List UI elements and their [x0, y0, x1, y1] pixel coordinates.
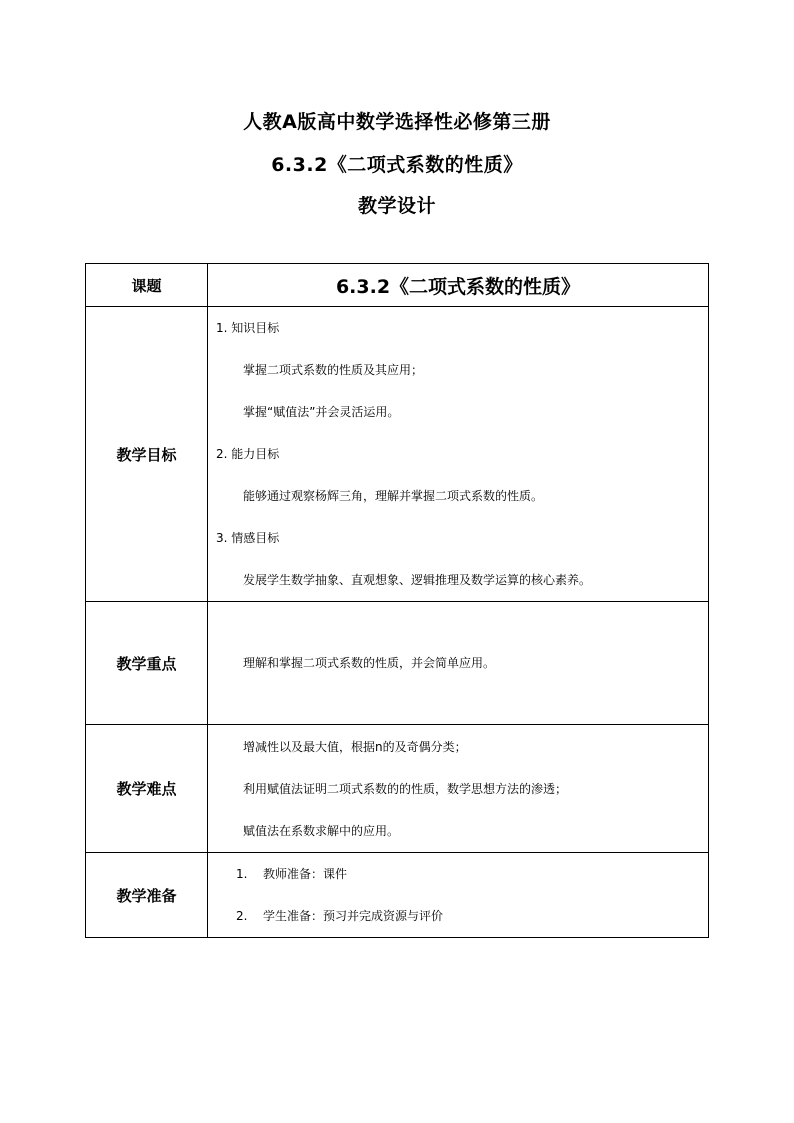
doc-title-line3: 教学设计	[357, 195, 436, 217]
objective-item: 掌握“赋值法”并会灵活运用。	[243, 405, 400, 419]
preparation-text: 学生准备：预习并完成资源与评价	[263, 909, 444, 923]
preparation-number: 1.	[236, 867, 248, 881]
objective-section-ability: 2. 能力目标	[216, 447, 280, 461]
difficulty-item: 利用赋值法证明二项式系数的的性质，数学思想方法的渗透；	[243, 781, 568, 796]
preparation-label: 教学准备	[86, 853, 208, 938]
difficulty-item: 赋值法在系数求解中的应用。	[243, 823, 400, 838]
objective-item: 能够通过观察杨辉三角，理解并掌握二项式系数的性质。	[243, 489, 544, 503]
preparation-item	[208, 853, 708, 895]
key-point-text: 理解和掌握二项式系数的性质，并会简单应用。	[243, 656, 496, 670]
difficulties-label: 教学难点	[86, 725, 208, 853]
objective-section-emotion: 3. 情感目标	[216, 531, 280, 545]
objective-section-knowledge: 1. 知识目标	[216, 321, 280, 335]
row-difficulties	[86, 725, 709, 853]
doc-title-line1: 人教A版高中数学选择性必修第三册	[243, 111, 551, 133]
preparation-number: 2.	[236, 909, 248, 923]
doc-title-line2: 6.3.2《二项式系数的性质》	[271, 154, 523, 176]
row-key-points	[86, 602, 709, 725]
preparation-item	[208, 895, 708, 937]
preparation-text: 教师准备：课件	[263, 867, 348, 881]
topic-label: 课题	[86, 264, 208, 307]
objectives-content	[208, 307, 709, 602]
difficulties-content	[208, 725, 709, 853]
row-objectives	[86, 307, 709, 602]
preparation-content	[208, 853, 709, 938]
objective-item: 掌握二项式系数的性质及其应用；	[243, 363, 424, 377]
topic-value: 6.3.2《二项式系数的性质》	[208, 264, 709, 307]
difficulty-item: 增减性以及最大值，根据n的及奇偶分类；	[243, 739, 467, 754]
objective-item: 发展学生数学抽象、直观想象、逻辑推理及数学运算的核心素养。	[243, 573, 592, 587]
lesson-plan-table	[85, 263, 709, 938]
row-topic	[86, 264, 709, 307]
key-points-content	[208, 602, 709, 725]
key-points-label: 教学重点	[86, 602, 208, 725]
row-preparation	[86, 853, 709, 938]
objectives-label: 教学目标	[86, 307, 208, 602]
